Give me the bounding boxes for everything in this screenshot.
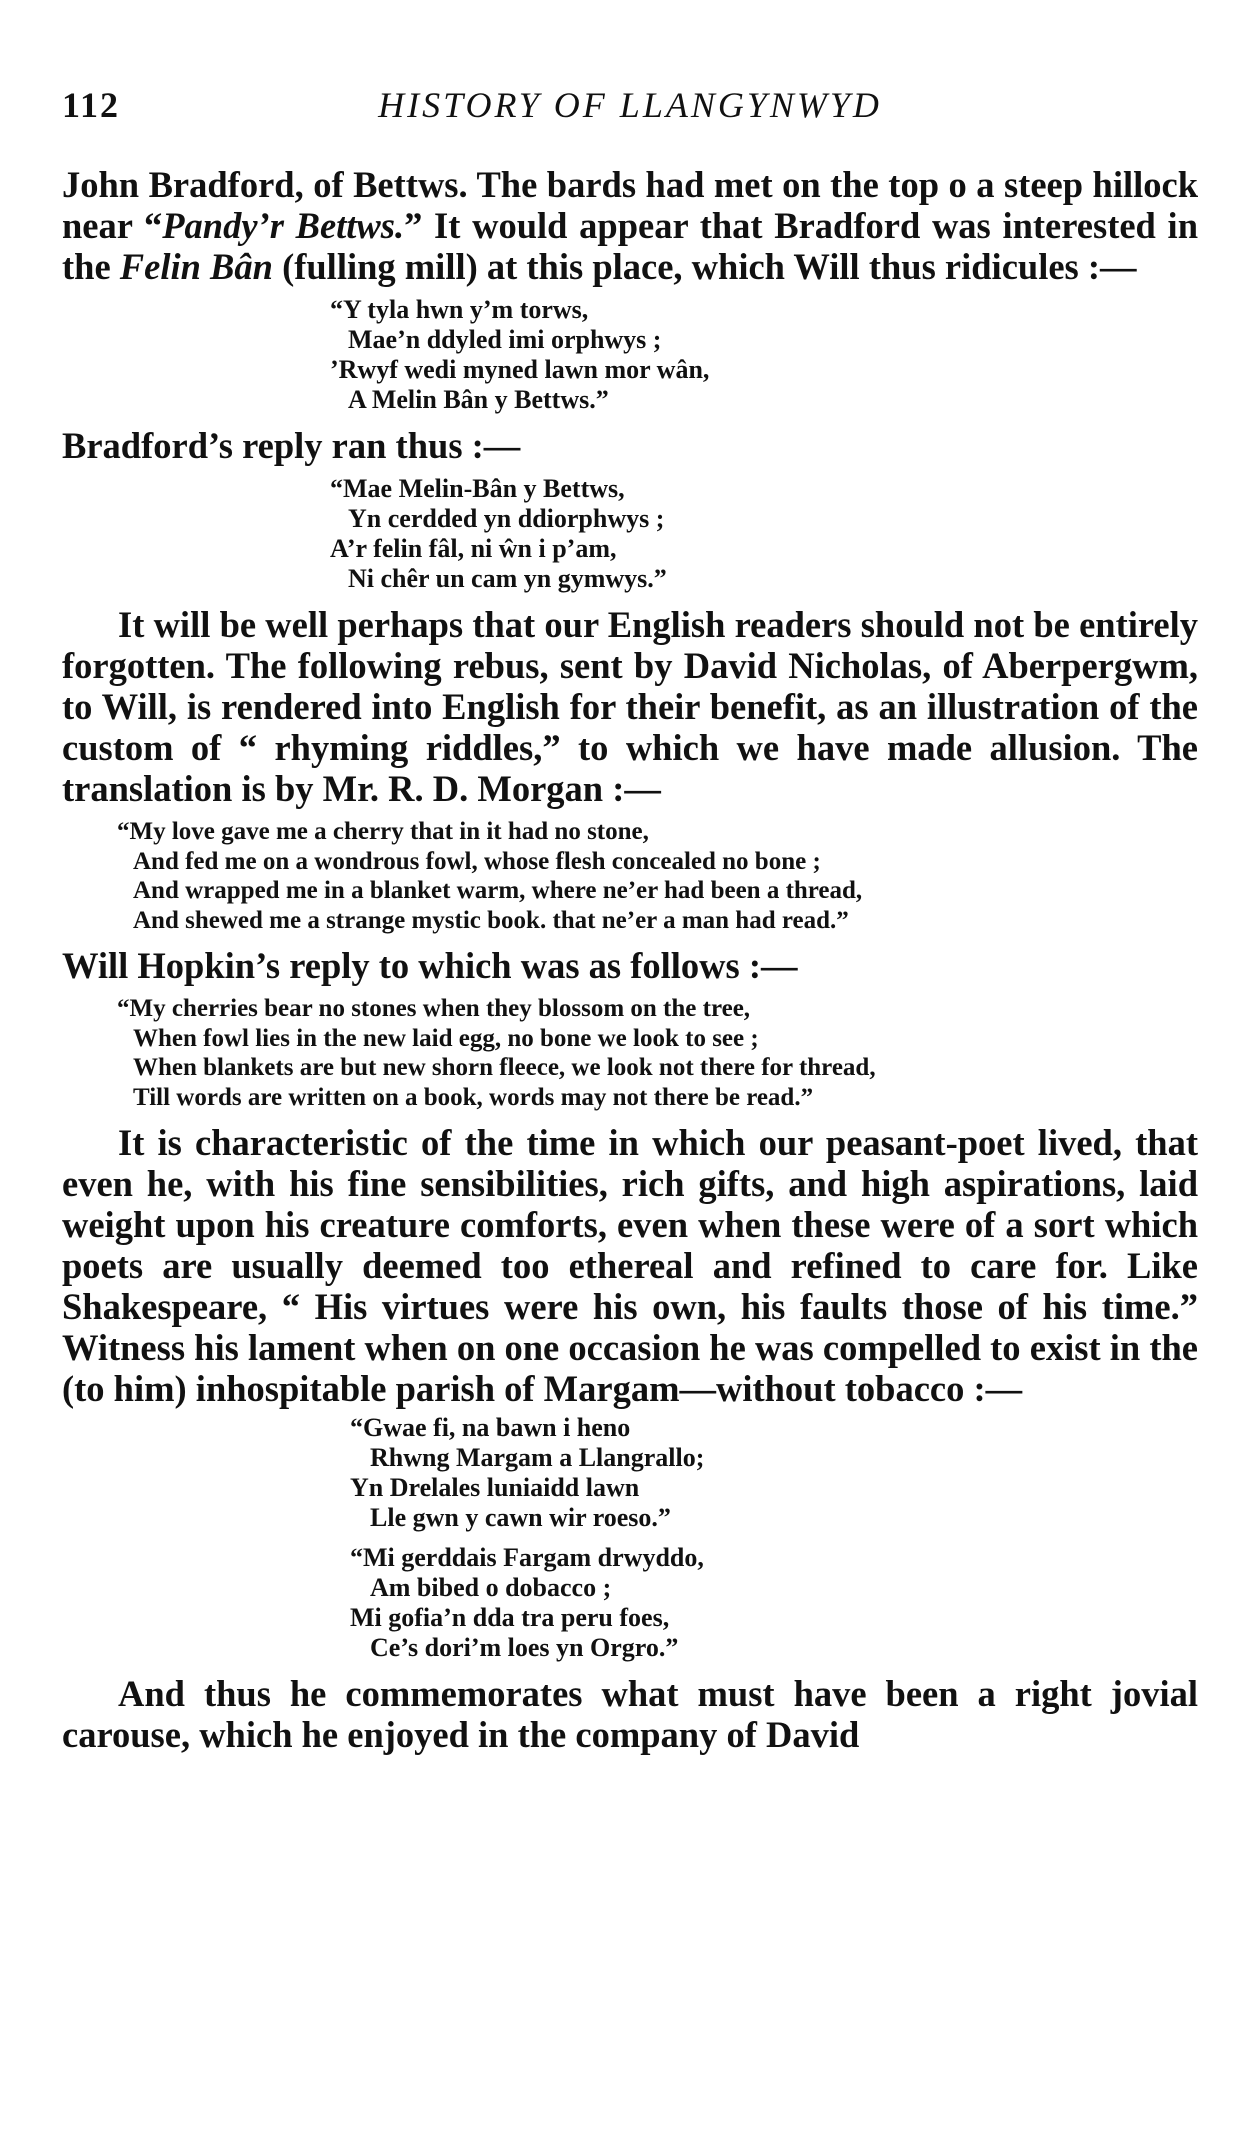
verse-line: ’Rwyf wedi myned lawn mor wân,	[330, 355, 710, 384]
verse-line: A Melin Bân y Bettws.”	[348, 385, 609, 414]
verse-rebus	[62, 817, 1198, 935]
verse-line: “My cherries bear no stones when they blossom on the tree,	[117, 995, 751, 1022]
place-name-italic: Pandy’r Bettws.	[162, 205, 405, 246]
verse-line: Mi gofia’n dda tra peru foes,	[350, 1603, 670, 1632]
paragraph-1-text-c: (fulling mill) at this place, which Will thus ridicules :—	[272, 246, 1137, 287]
verse-line: And wrapped me in a blanket warm, where ne’er had been a thread,	[133, 877, 863, 904]
verse-line: When fowl lies in the new laid egg, no bone we look to see ;	[133, 1024, 759, 1052]
verse-line: Till words are written on a book, words may not there be read.”	[133, 1083, 814, 1111]
mill-name-italic: Felin Bân	[119, 246, 273, 287]
paragraph-1-text-a: John Bradford, of Bettws. The bards had met on the top o a steep hillock near “	[62, 164, 1198, 246]
verse-line: Yn Drelales luniaidd lawn	[350, 1473, 640, 1502]
paragraph-6: And thus he commemorates what must have been a right jovial carouse, which he enjoyed in the company of David	[62, 1673, 1198, 1755]
verse-line: “Gwae fi, na bawn i heno	[350, 1413, 631, 1442]
verse-will-ridicule	[62, 295, 1198, 415]
verse-line: When blankets are but new shorn fleece, we look not there for thread,	[133, 1054, 876, 1081]
verse-line: Mae’n ddyled imi orphwys ;	[348, 325, 662, 354]
verse-line: A’r felin fâl, ni ŵn i p’am,	[330, 534, 617, 563]
verse-line: Yn cerdded yn ddiorphwys ;	[348, 504, 665, 533]
verse-line: Ni chêr un cam yn gymwys.”	[348, 564, 667, 593]
verse-line: Lle gwn y cawn wir roeso.”	[370, 1503, 671, 1532]
verse-line: “Mi gerddais Fargam drwyddo,	[350, 1543, 704, 1572]
verse-line: Am bibed o dobacco ;	[370, 1573, 612, 1602]
verse-lament-2	[62, 1543, 1198, 1663]
verse-line: And fed me on a wondrous fowl, whose flesh concealed no bone ;	[133, 847, 821, 875]
paragraph-4: Will Hopkin’s reply to which was as follows :—	[62, 945, 798, 986]
page-header	[62, 84, 1198, 134]
verse-will-reply	[62, 994, 1198, 1112]
verse-line: Rhwng Margam a Llangrallo;	[370, 1443, 705, 1472]
verse-lament-1	[62, 1413, 1198, 1533]
running-title: HISTORY OF LLANGYNWYD	[378, 85, 882, 125]
verse-line: “My love gave me a cherry that in it had no stone,	[117, 818, 649, 845]
paragraph-1-text-b: ” It would appear that Bradford was interested in the	[62, 205, 1198, 287]
verse-line: And shewed me a strange mystic book. that ne’er a man had read.”	[133, 906, 849, 934]
verse-bradford-reply	[62, 474, 1198, 594]
page-number: 112	[62, 85, 121, 125]
verse-line: “Mae Melin-Bân y Bettws,	[330, 474, 625, 503]
verse-line: Ce’s dori’m loes yn Orgro.”	[370, 1633, 679, 1662]
paragraph-3: It will be well perhaps that our English readers should not be entirely forgotten. The following rebus, sent by David Nicholas, of Aberpergwm, to Will, is rendered into English for their benefit, as an illustration of the custom of “ rhyming riddles,” to which we have made allusion. The translation is by Mr. R. D. Morgan :—	[62, 604, 1198, 809]
verse-line: “Y tyla hwn y’m torws,	[330, 295, 589, 324]
paragraph-5: It is characteristic of the time in which our peasant-poet lived, that even he, with his fine sensibilities, rich gifts, and high aspirations, laid weight upon his creature comforts, even when these were of a sort which poets are usually deemed too ethereal and refined to care for. Like Shakespeare, “ His virtues were his own, his faults those of his time.” Witness his lament when on one occasion he was compelled to exist in the (to him) inhospitable parish of Margam—without tobacco :—	[62, 1122, 1198, 1409]
paragraph-2: Bradford’s reply ran thus :—	[62, 425, 521, 466]
paragraph-1	[62, 164, 1198, 287]
page-body	[62, 164, 1198, 1755]
